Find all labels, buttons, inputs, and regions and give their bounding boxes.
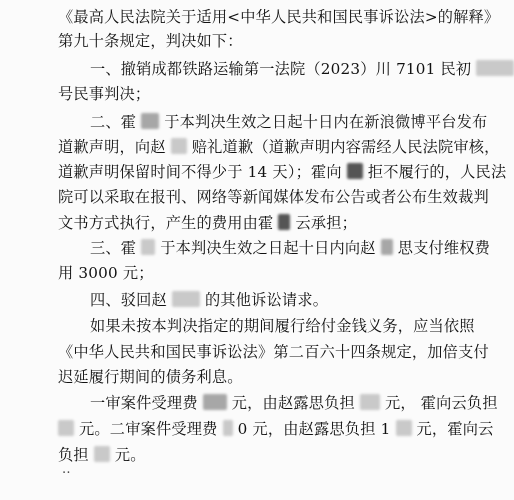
text-line-10: 三、霍 于本判决生效之日起十日内向赵 思支付维权费: [90, 239, 491, 257]
redaction-mark: [278, 214, 290, 230]
redaction-mark: [396, 420, 412, 436]
redaction-mark: [223, 420, 233, 436]
text-line-14: 《中华人民共和国民事诉讼法》第二百六十四条规定，加倍支付: [58, 343, 489, 361]
text-line-17: 元。二审案件受理费 0 元，由赵露思负担 1 元，霍向云: [58, 418, 493, 439]
text-line-8: 院可以采取在报刊、网络等新闻媒体发布公告或者公布生效裁判: [58, 188, 489, 206]
redaction-mark: [381, 239, 393, 255]
text-line-18: 负担 元。: [58, 446, 146, 464]
text-line-3: 一、撤销成都铁路运输第一法院（2023）川 7101 民初: [90, 58, 514, 79]
redaction-mark: [141, 113, 159, 129]
text-line-2: 第九十条规定，判决如下：: [58, 32, 243, 50]
redaction-mark: [347, 163, 363, 179]
text-line-12: 四、驳回赵 的其他诉讼请求。: [90, 291, 329, 309]
text-line-1: 《最高人民法院关于适用<中华人民共和国民事诉讼法>的解释》: [58, 8, 500, 26]
text-line-6: 道歉声明，向赵 赔礼道歉（道歉声明内容需经人民法院审核，: [58, 138, 500, 156]
text-line-15: 迟延履行期间的债务利息。: [58, 368, 243, 386]
text-line-5: 二、霍 于本判决生效之日起十日内在新浪微博平台发布: [90, 113, 488, 131]
text-line-4: 号民事判决；: [58, 85, 151, 103]
redaction-mark: [58, 420, 74, 436]
redaction-mark: [172, 291, 200, 307]
text-line-13: 如果未按本判决指定的期间履行给付金钱义务，应当依照: [90, 317, 475, 335]
text-ellipsis: ..: [62, 462, 71, 477]
text-line-9: 文书方式执行，产生的费用由霍 云承担；: [58, 214, 358, 232]
text-line-11: 用 3000 元；: [58, 264, 154, 282]
redaction-mark: [141, 239, 155, 255]
redaction-mark: [360, 394, 380, 410]
redaction-mark: [94, 446, 110, 462]
redaction-mark: [203, 394, 227, 410]
redaction-mark: [171, 138, 187, 154]
text-line-16: 一审案件受理费 元，由赵露思负担 元， 霍向云负担: [90, 394, 498, 412]
redaction-mark: [476, 60, 514, 76]
text-line-7: 道歉声明保留时间不得少于 14 天）；霍向 拒不履行的，人民法: [58, 163, 507, 181]
